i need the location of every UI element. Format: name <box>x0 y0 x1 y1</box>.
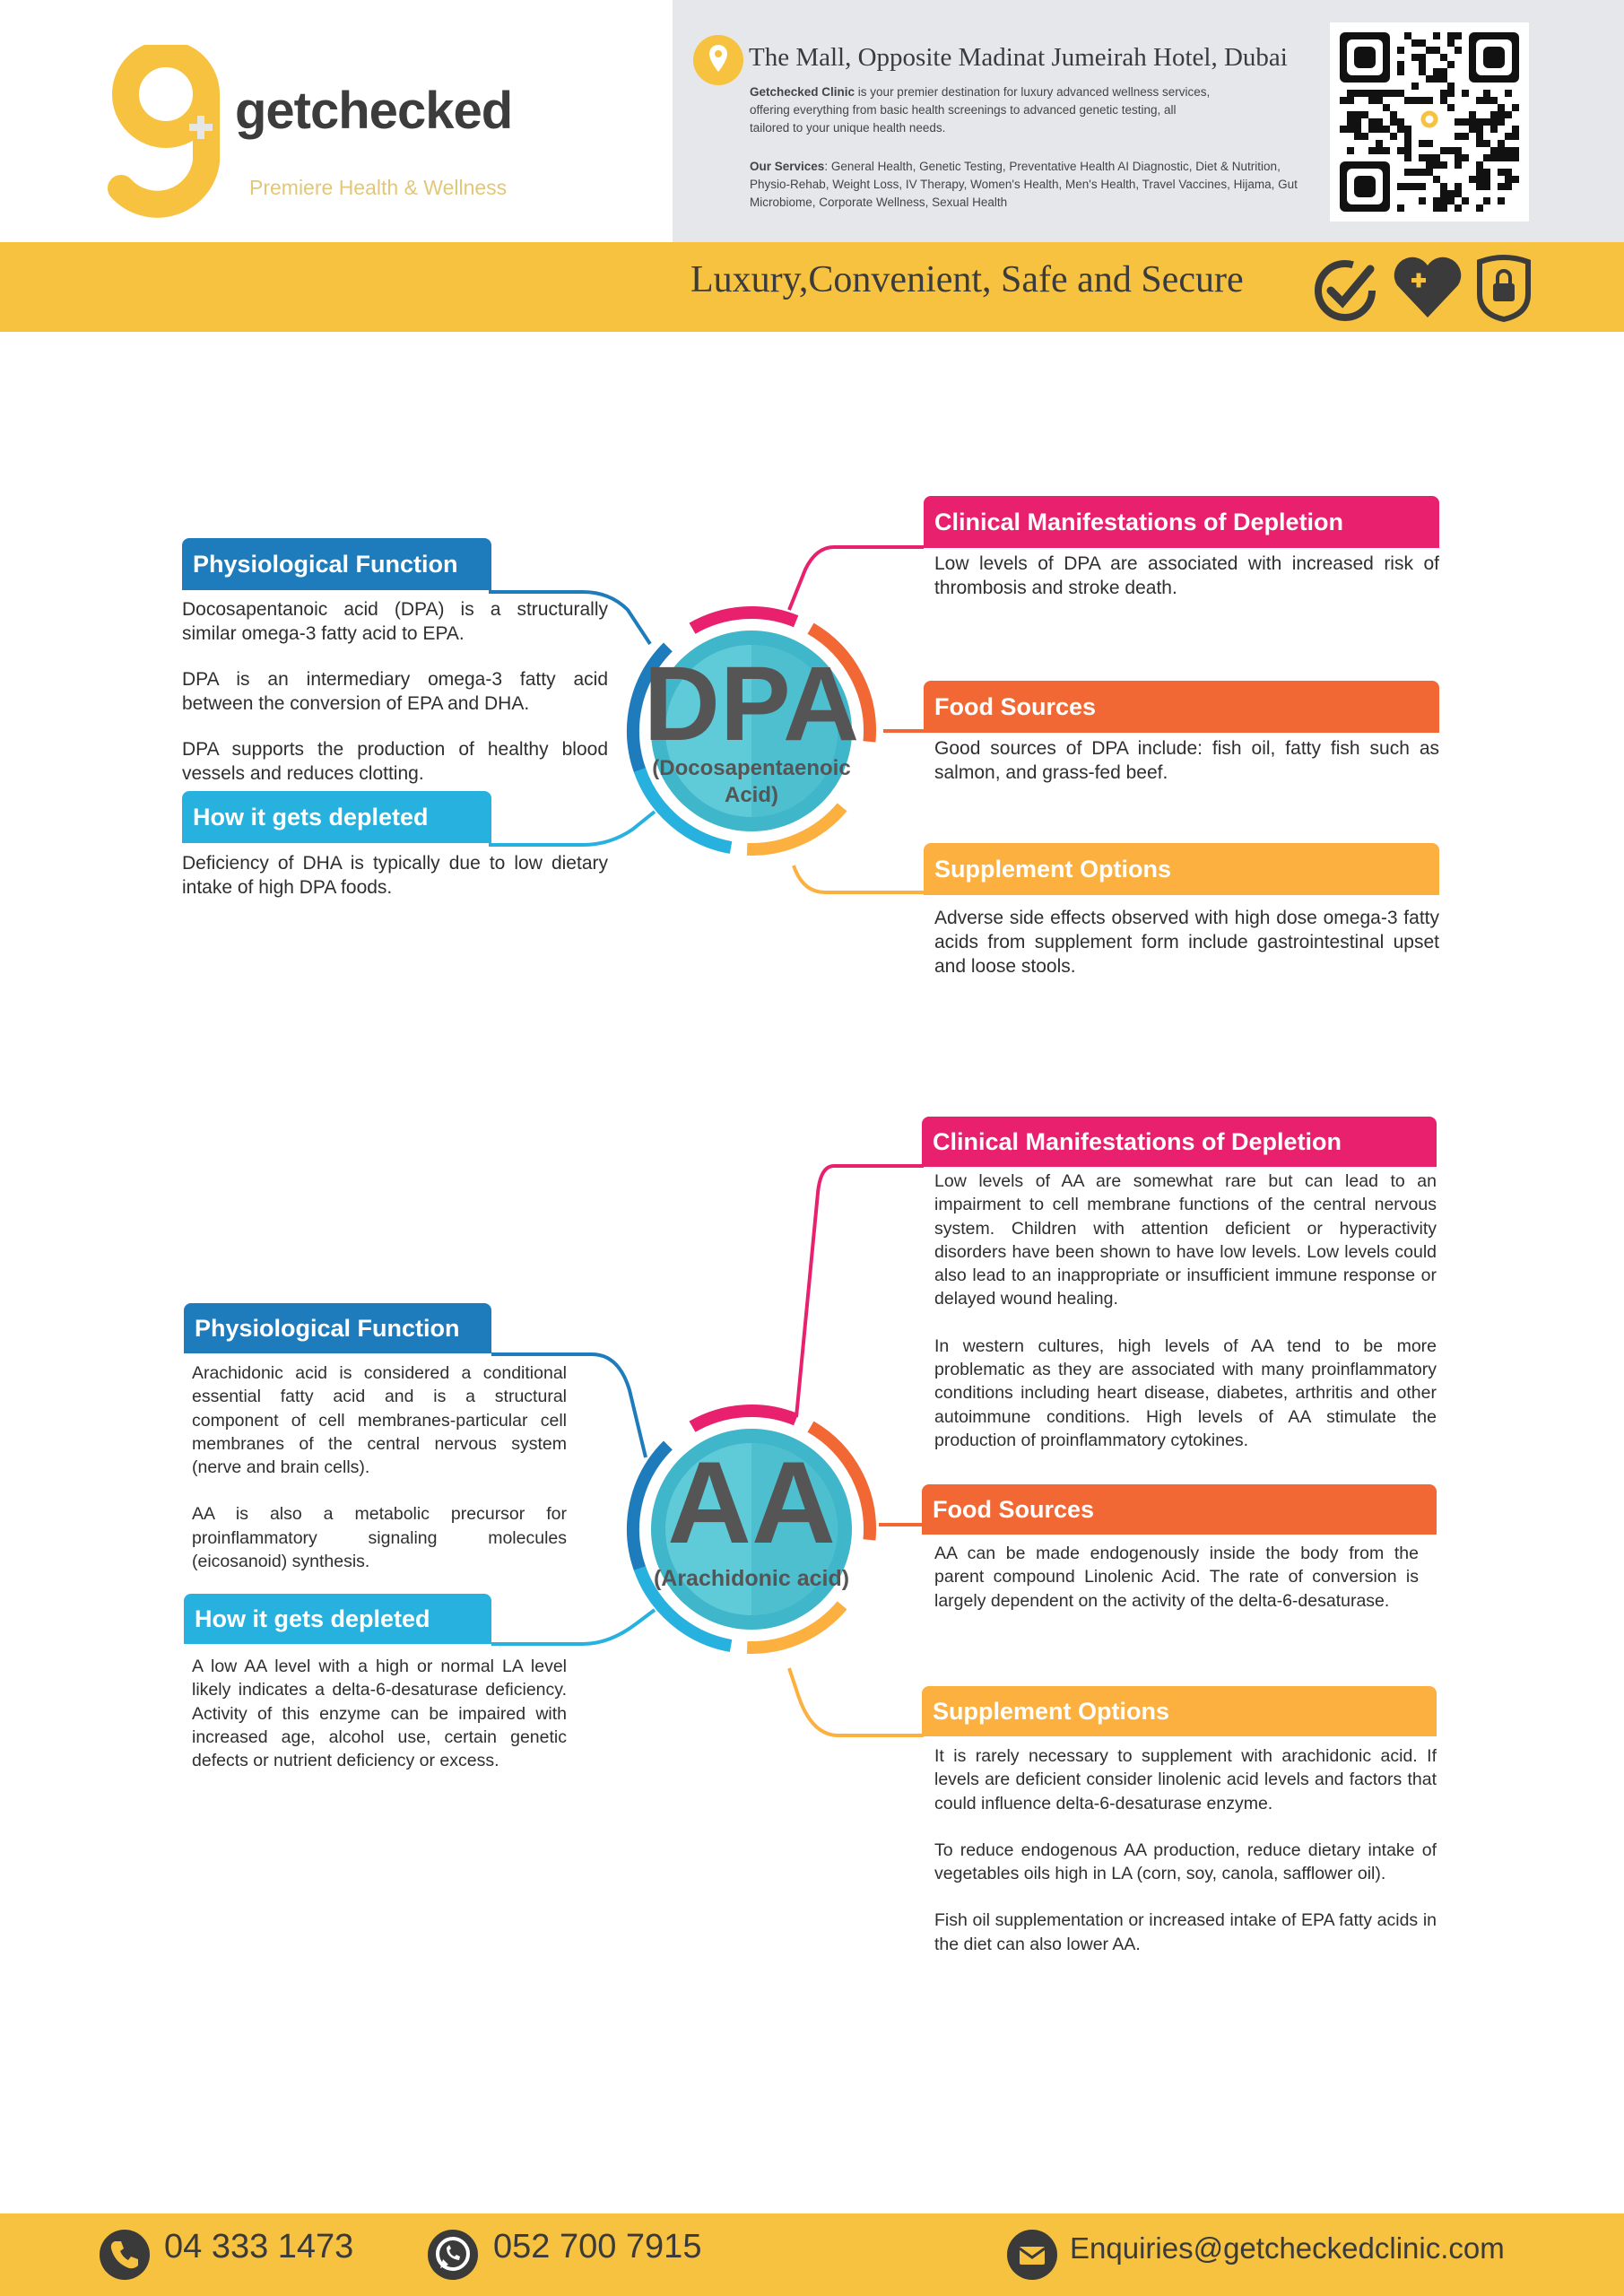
aa-depleted-header: How it gets depleted <box>184 1594 491 1644</box>
aa-supplement-body <box>934 1744 1437 1979</box>
dpa-depleted-body: Deficiency of DHA is typically due to low dietary intake of high DPA foods. <box>182 853 608 898</box>
aa-physiological-body <box>192 1361 567 1596</box>
footer-phone[interactable]: 04 333 1473 <box>164 2228 354 2266</box>
dpa-hub-subtitle: (Docosapentaenoic Acid) <box>652 756 851 807</box>
aa-hub-subtitle: (Arachidonic acid) <box>653 1566 850 1591</box>
dpa-physiological-para: Docosapentanoic acid (DPA) is a structurally similar omega-3 fatty acid to EPA. <box>182 599 608 644</box>
aa-clinical-header: Clinical Manifestations of Depletion <box>922 1117 1437 1167</box>
dpa-depleted-header: How it gets depleted <box>182 791 491 843</box>
dpa-physiological-header: Physiological Function <box>182 538 491 590</box>
dpa-supplement-body: Adverse side effects observed with high dose omega-3 fatty acids from supplement form include gastrointestinal upset and loose stools. <box>934 908 1439 977</box>
aa-food-header: Food Sources <box>922 1484 1437 1535</box>
dpa-food-body: Good sources of DPA include: fish oil, fatty fish such as salmon, and grass-fed beef. <box>934 738 1439 783</box>
dpa-physiological-body <box>182 597 608 807</box>
dpa-food-header: Food Sources <box>924 681 1439 733</box>
services-text: : General Health, Genetic Testing, Preventative Health AI Diagnostic, Diet & Nutrition, Physio-Rehab, Weight Loss, IV Therapy, Women's Health, Men's Health, Travel Vaccines, Hijama, Gut Microbiome, Corporate Wellness, Sexual Health <box>750 160 1298 209</box>
dpa-clinical-header: Clinical Manifestations of Depletion <box>924 496 1439 548</box>
aa-supplement-header: Supplement Options <box>922 1686 1437 1736</box>
brand-tagline: Premiere Health & Wellness <box>249 176 508 199</box>
footer-whatsapp[interactable]: 052 700 7915 <box>493 2228 702 2266</box>
email-icon <box>1006 2229 1058 2281</box>
aa-depleted-body: A low AA level with a high or normal LA level likely indicates a delta-6-desaturase deficiency. Activity of this enzyme can be impaired with increased age, alcohol use, certain genetic defects or nutrient deficiency or excess. <box>192 1657 567 1771</box>
aa-hub-title: AA <box>667 1437 836 1568</box>
aa-supplement-para: It is rarely necessary to supplement with arachidonic acid. If levels are deficient consider linolenic acid levels and factors that could influence delta-6-desaturase enzyme. <box>934 1746 1437 1813</box>
dpa-physiological-para: DPA supports the production of healthy blood vessels and reduces clotting. <box>182 739 608 784</box>
services-bold: Our Services <box>750 160 825 173</box>
brand-name: getchecked <box>235 82 513 140</box>
aa-supplement-para: Fish oil supplementation or increased intake of EPA fatty acids in the diet can also lower AA. <box>934 1910 1437 1954</box>
whatsapp-icon <box>427 2229 479 2281</box>
phone-icon <box>99 2229 151 2281</box>
aa-clinical-para: In western cultures, high levels of AA tend to be more problematic as they are associated with many proinflammatory conditions including heart disease, diabetes, arthritis and other autoimmune conditions. High levels of AA stimulate the production of proinflammatory cytokines. <box>934 1335 1437 1450</box>
aa-physiological-para: AA is also a metabolic precursor for proinflammatory signaling molecules (eicosanoid) synthesis. <box>192 1504 567 1572</box>
banner-text: Luxury,Convenient, Safe and Secure <box>690 259 1244 300</box>
aa-physiological-para: Arachidonic acid is considered a conditional essential fatty acid and is a structural component of cell membranes-particular cell membranes of the central nervous system (nerve and brain cells). <box>192 1363 567 1478</box>
clinic-address: The Mall, Opposite Madinat Jumeirah Hotel, Dubai <box>749 43 1288 72</box>
dpa-physiological-para: DPA is an intermediary omega-3 fatty acid between the conversion of EPA and DHA. <box>182 669 608 714</box>
about-bold: Getchecked Clinic <box>750 85 855 99</box>
aa-supplement-para: To reduce endogenous AA production, reduce dietary intake of vegetables oils high in LA (corn, soy, canola, safflower oil). <box>934 1839 1437 1884</box>
aa-clinical-para: Low levels of AA are somewhat rare but can lead to an impairment to cell membrane functions of the central nervous system. Children with attention deficient or hyperactivity disorders have been shown to have low levels. Low levels could also lead to an inappropriate or insufficient immune response or delayed wound healing. <box>934 1171 1437 1309</box>
aa-food-body: AA can be made endogenously inside the body from the parent compound Linolenic Acid. The rate of conversion is largely dependent on the activity of the delta-6-desaturase. <box>934 1544 1419 1611</box>
aa-physiological-header: Physiological Function <box>184 1303 491 1353</box>
about-text: is your premier destination for luxury advanced wellness services, offering everything from basic health screenings to advanced genetic testing, all tailored to your unique health needs. <box>750 85 1211 135</box>
dpa-hub-title: DPA <box>643 645 860 763</box>
dpa-clinical-body: Low levels of DPA are associated with increased risk of thrombosis and stroke death. <box>934 553 1439 598</box>
aa-clinical-body <box>934 1170 1437 1475</box>
footer-email[interactable]: Enquiries@getcheckedclinic.com <box>1070 2231 1505 2265</box>
dpa-supplement-header: Supplement Options <box>924 843 1439 895</box>
